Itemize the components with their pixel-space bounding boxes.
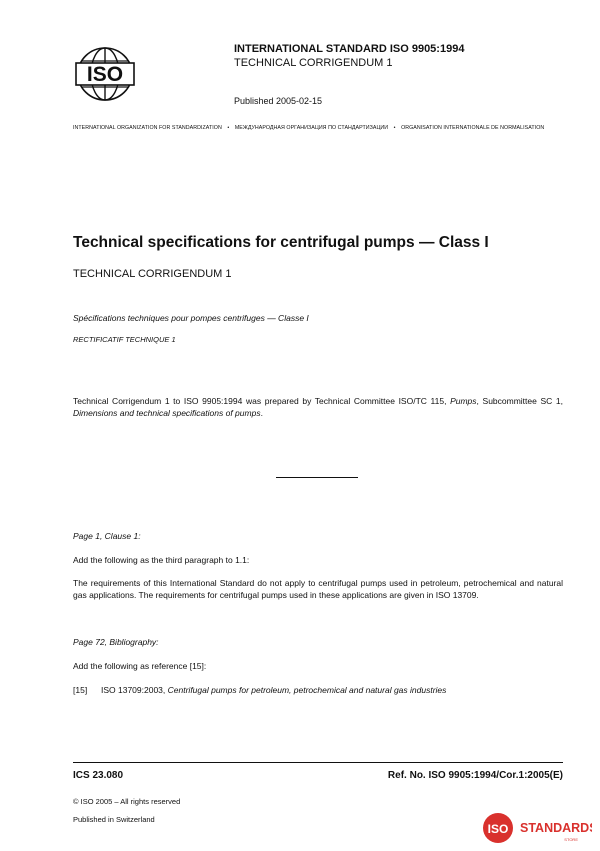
intro-subcommittee-name: Dimensions and technical specifications of pumps xyxy=(73,407,261,418)
org-separator: • xyxy=(393,125,396,131)
bibliography-reference xyxy=(73,685,446,695)
section-divider xyxy=(276,477,358,478)
french-subtitle: RECTIFICATIF TECHNIQUE 1 xyxy=(73,335,176,344)
footer-rule xyxy=(73,762,563,763)
org-name-ru: МЕЖДУНАРОДНАЯ ОРГАНИЗАЦИЯ ПО СТАНДАРТИЗАЦИИ xyxy=(234,125,389,131)
published-date: Published 2005-02-15 xyxy=(234,96,323,106)
stamp-iso-text: ISO xyxy=(487,822,509,836)
document-title: Technical specifications for centrifugal pumps — Class I xyxy=(73,234,489,251)
iso-standards-store-logo xyxy=(482,812,592,846)
reference-title: Centrifugal pumps for petroleum, petrochemical and natural gas industries xyxy=(167,685,447,695)
document-subtitle: TECHNICAL CORRIGENDUM 1 xyxy=(73,268,232,280)
standard-title: INTERNATIONAL STANDARD ISO 9905:1994 xyxy=(234,43,465,55)
reference-number-footer: Ref. No. ISO 9905:1994/Cor.1:2005(E) xyxy=(387,770,563,781)
french-title: Spécifications techniques pour pompes centrifuges — Classe I xyxy=(73,313,309,323)
org-name-fr: ORGANISATION INTERNATIONALE DE NORMALISATION xyxy=(401,125,545,131)
corrigendum-label: TECHNICAL CORRIGENDUM 1 xyxy=(234,57,393,69)
intro-text: Technical Corrigendum 1 to ISO 9905:1994 was prepared by Technical Committee ISO/TC 115, xyxy=(73,396,451,406)
section-heading-clause1: Page 1, Clause 1: xyxy=(73,531,141,541)
section-heading-bibliography: Page 72, Bibliography: xyxy=(73,637,159,647)
org-name-en: INTERNATIONAL ORGANIZATION FOR STANDARDIZATION xyxy=(73,125,222,131)
reference-number: [15] xyxy=(73,685,88,695)
iso-logo xyxy=(73,46,137,102)
stamp-sub: STORE xyxy=(564,837,578,842)
stamp-label: STANDARDS xyxy=(520,821,592,835)
organization-line xyxy=(73,125,544,131)
iso-logo-text: ISO xyxy=(86,63,124,86)
intro-text: . xyxy=(260,407,263,418)
intro-committee-pumps: Pumps xyxy=(450,396,477,406)
org-separator: • xyxy=(227,125,230,131)
copyright: © ISO 2005 – All rights reserved xyxy=(73,797,181,806)
intro-text: , Subcommittee SC 1, xyxy=(476,396,564,406)
section-instruction-bibliography: Add the following as reference [15]: xyxy=(73,661,207,671)
ics-code: ICS 23.080 xyxy=(73,770,124,781)
published-in: Published in Switzerland xyxy=(73,815,155,824)
reference-code: ISO 13709:2003, xyxy=(101,685,168,695)
intro-paragraph xyxy=(73,396,563,419)
section-paragraph-clause1: The requirements of this International Standard do not apply to centrifugal pumps used in petroleum, petrochemical and natural gas applications. The requirements for centrifugal pumps used in these applications are given in ISO 13709. xyxy=(73,578,563,600)
section-instruction-clause1: Add the following as the third paragraph to 1.1: xyxy=(73,555,250,565)
